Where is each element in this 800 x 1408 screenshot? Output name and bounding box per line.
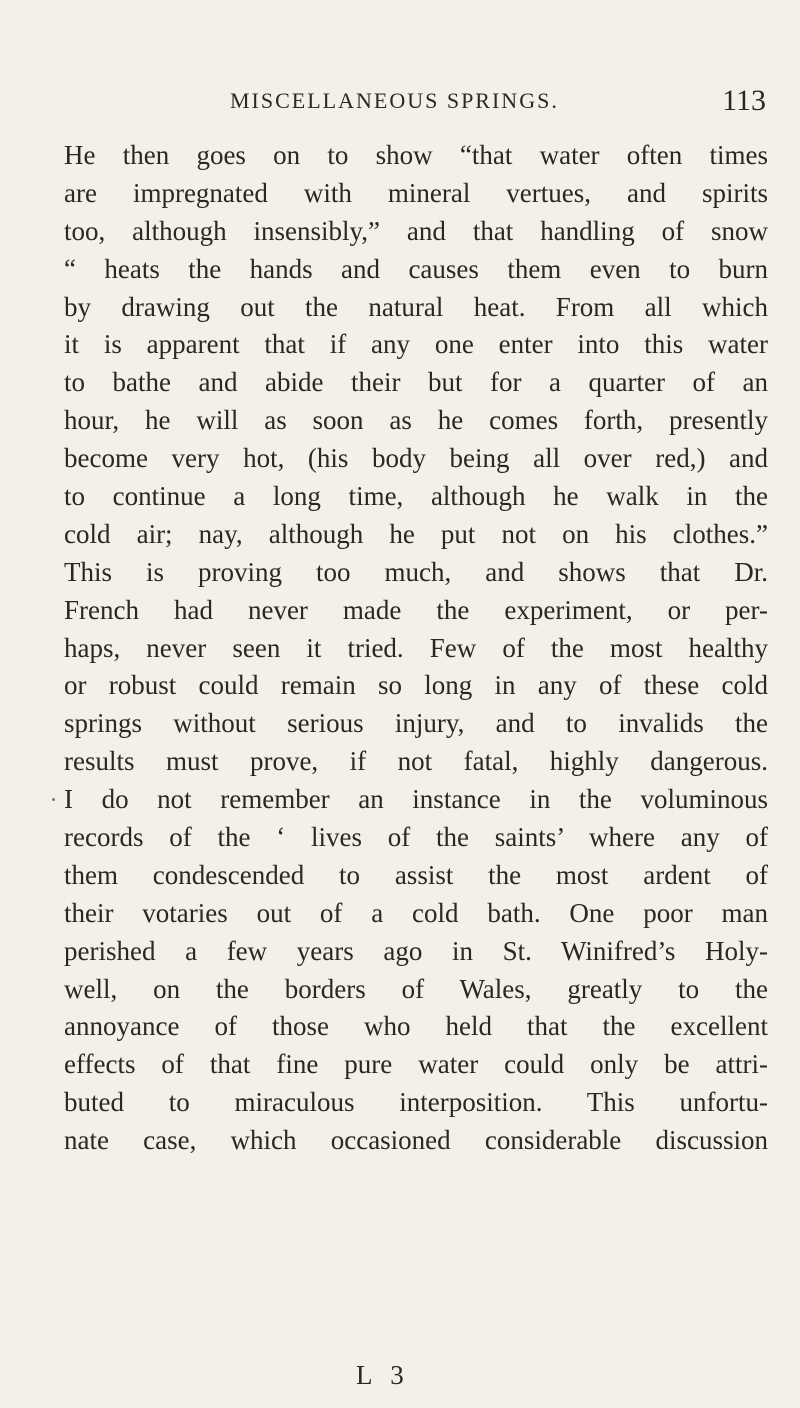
running-head (0, 84, 800, 124)
text-line: it is apparent that if any one enter into this water (64, 329, 768, 360)
signature-mark: L 3 (356, 1360, 410, 1390)
text-line: well, on the borders of Wales, greatly to the (64, 973, 768, 1004)
text-line: This is proving too much, and shows that Dr. (64, 556, 768, 587)
text-line: haps, never seen it tried. Few of the most healthy (64, 632, 768, 663)
text-line: I do not remember an instance in the voluminous (64, 784, 768, 815)
text-line: effects of that fine pure water could only be attri- (64, 1049, 768, 1080)
text-line: their votaries out of a cold bath. One poor man (64, 897, 768, 928)
text-line: “ heats the hands and causes them even to burn (64, 253, 768, 284)
running-title: MISCELLANEOUS SPRINGS. (230, 88, 559, 113)
text-line: hour, he will as soon as he comes forth, presently (64, 405, 768, 436)
text-line: become very hot, (his body being all over red,) and (64, 443, 768, 474)
text-line: by drawing out the natural heat. From all which (64, 291, 768, 322)
text-line: cold air; nay, although he put not on his clothes.” (64, 518, 768, 549)
text-line: He then goes on to show “that water often times (64, 140, 768, 170)
text-line: French had never made the experiment, or per- (64, 594, 768, 625)
text-line: to bathe and abide their but for a quarter of an (64, 367, 768, 398)
text-line: are impregnated with mineral vertues, and spirits (64, 177, 768, 208)
text-line: nate case, which occasioned considerable discussion (64, 1125, 768, 1156)
text-line: buted to miraculous interposition. This unfortu- (64, 1087, 768, 1118)
paper-speck (52, 798, 55, 801)
body-paragraph (64, 137, 768, 1160)
text-line: or robust could remain so long in any of these cold (64, 670, 768, 701)
text-line: records of the ‘ lives of the saints’ where any of (64, 822, 768, 853)
text-line: them condescended to assist the most ardent of (64, 859, 768, 890)
text-line: springs without serious injury, and to invalids the (64, 708, 768, 739)
text-line: to continue a long time, although he walk in the (64, 481, 768, 512)
page-number: 113 (722, 84, 766, 117)
text-line: annoyance of those who held that the excellent (64, 1011, 768, 1042)
text-line: too, although insensibly,” and that handling of snow (64, 215, 768, 246)
text-line: perished a few years ago in St. Winifred’s Holy- (64, 935, 768, 966)
text-line: results must prove, if not fatal, highly dangerous. (64, 746, 768, 777)
